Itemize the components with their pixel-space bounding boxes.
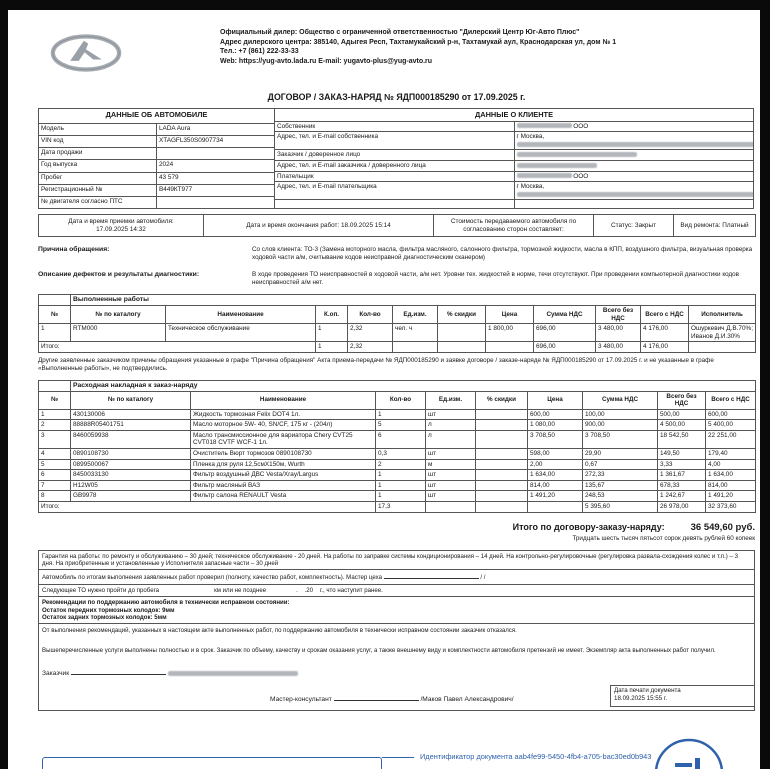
field-value (514, 121, 754, 132)
cell-name: Пленка для руля 12,5смХ150м, Wurth (191, 459, 376, 470)
rear-pads-remaining: Остаток задних тормозных колодок: 5мм (42, 614, 167, 622)
cell-price: 600,00 (528, 409, 583, 420)
cell-qty: 2 (376, 459, 426, 470)
cell-unit: м (426, 459, 476, 470)
field-value (514, 132, 754, 150)
signature-line (71, 668, 166, 675)
cell-net: 3,33 (658, 459, 706, 470)
cell-vat: 696,00 (534, 324, 596, 342)
table-row (39, 184, 275, 196)
cell-qty: 0,3 (376, 449, 426, 460)
column-header: Кол-во (376, 391, 426, 409)
cell-catalog: 8460059938 (71, 430, 191, 448)
field-value (514, 182, 754, 200)
cell-total: 22 251,00 (706, 430, 756, 448)
cell-qty: 6 (376, 430, 426, 448)
dealer-line: Тел.: +7 (861) 222-33-33 (220, 48, 299, 56)
table-row (275, 182, 754, 200)
column-header: Всего без НДС (596, 305, 641, 323)
cell-total: 4,00 (706, 459, 756, 470)
cell-vat: 135,67 (583, 480, 658, 491)
field-value: LADA Aura (157, 123, 275, 135)
cell-price: 2,00 (528, 459, 583, 470)
column-header: Цена (528, 391, 583, 409)
table-row (39, 148, 275, 160)
services-done-text: Вышеперечисленные услуги выполнены полностью и в срок. Заказчик по объему, качеству и срокам оказания услуг, а также внешнему виду и комплектности автомобиля претензий не имеет. Экземпляр акта выполненных работ получил. (42, 646, 716, 654)
cell-name: Очиститель Вюрт тормозов 0890108730 (191, 449, 376, 460)
cell-catalog: H12W05 (71, 480, 191, 491)
status-badge: Статус: Закрыт (594, 215, 674, 237)
recommendations-refused-text: От выполнения рекомендаций, указанных в настоящем акте выполненных работ, по поддержанию автомобиля в технически исправном состоянии заказчик отказался. (42, 627, 517, 635)
cell-number: 1 (39, 409, 71, 420)
reason-label: Причина обращения: (38, 246, 110, 254)
column-header: Ед.изм. (393, 305, 438, 323)
cell-price: 1 491,20 (528, 491, 583, 502)
column-header: Наименование (191, 391, 376, 409)
column-header: Сумма НДС (583, 391, 658, 409)
cell-net: 678,33 (658, 480, 706, 491)
cell-price: 1 800,00 (486, 324, 534, 342)
signature-line (384, 572, 479, 579)
document-icon (675, 758, 700, 769)
totals-label: Итого: (39, 502, 376, 513)
dealer-line: Адрес дилерского центра: 385140, Адыгея Респ, Тахтамукайский р-н, Тахтамукай аул, Краснодарская ул, дом № 1 (220, 38, 617, 46)
cell-name: Фильтр масляный ВАЗ (191, 480, 376, 491)
cell-unit: л (426, 420, 476, 431)
table-row (39, 135, 275, 147)
reason-section (38, 246, 755, 262)
table-row (39, 123, 275, 135)
cell-name: Фильтр салона RENAULT Vesta (191, 491, 376, 502)
works-title-band (39, 295, 756, 306)
cell-net: 18 542,50 (658, 430, 706, 448)
cell-discount (476, 470, 528, 481)
client-table (274, 108, 754, 209)
parts-title-band (39, 380, 756, 391)
field-label: Адрес, тел. и E-mail заказчика / доверенного лица (275, 160, 515, 171)
column-header: К.оп. (316, 305, 348, 323)
table-row (275, 171, 754, 182)
cell-price: 1 634,00 (528, 470, 583, 481)
cell-catalog: 0890108730 (71, 449, 191, 460)
defects-text: В ходе проведения ТО неисправностей в ходовой части, а/м нет. Уровни тех. жидкостей в норме, течи отсутствуют. При проведении компьютерной диагностики кодов неисправностей а/м нет. (252, 271, 740, 287)
document-page (8, 10, 760, 769)
cell-qty: 1 (376, 491, 426, 502)
cell-discount (438, 324, 486, 342)
cell-total: 1 491,20 (706, 491, 756, 502)
redacted-text (517, 173, 572, 178)
field-label: Плательщик (275, 171, 515, 182)
cell-number: 4 (39, 449, 71, 460)
column-header: Исполнитель (689, 305, 756, 323)
cell-name: Масло моторное 5W- 40, SN/CF, 175 кг - (204л) (191, 420, 376, 431)
field-label: VIN код (39, 135, 157, 147)
cell-unit: шт (426, 449, 476, 460)
owner-address-prefix: г Москва, (516, 133, 545, 141)
esign-stamp-outline (42, 757, 382, 769)
column-header: % скидки (476, 391, 528, 409)
cell-vat: 272,33 (583, 470, 658, 481)
cell-number: 8 (39, 491, 71, 502)
cell-catalog: 430130006 (71, 409, 191, 420)
cell-discount (476, 449, 528, 460)
terms-section (38, 550, 755, 712)
field-label: Регистрационный № (39, 184, 157, 196)
document-identifier: Идентификатор документа aab4fe99-5450-4fb4-a705-bac30ed0b943 (420, 752, 652, 761)
document-stamp-icon (653, 737, 725, 769)
table-row (275, 150, 754, 161)
column-header: № (39, 305, 71, 323)
stamp-connector-line (382, 757, 414, 758)
cell-net: 1 361,67 (658, 470, 706, 481)
cell-discount (476, 420, 528, 431)
reason-text: Со слов клиента: ТО-3 (Замена моторного масла, фильтра масляного, салонного фильтра, тормозной жидкости, масла в КПП, воздушного фильтра, визуальная проверка ходовой части а/м, считывание кодов неисправной диагностическим сканером) (252, 246, 753, 262)
column-header: Всего с НДС (706, 391, 756, 409)
works-header-row (39, 305, 756, 323)
customer-label: Заказчик (42, 670, 70, 678)
cell-discount (476, 480, 528, 491)
column-header: № по каталогу (71, 305, 166, 323)
cell-total: 814,00 (706, 480, 756, 491)
front-pads-remaining: Остаток передних тормозных колодок: 9мм (42, 606, 175, 614)
table-row (39, 172, 275, 184)
cell-name: Техническое обслуживание (166, 324, 316, 342)
cell-qty: 2,32 (348, 324, 393, 342)
table-row (39, 215, 756, 237)
cell-kop: 1 (316, 324, 348, 342)
field-value: 43 579 (157, 172, 275, 184)
grand-total-amount: 36 549,60 руб. (690, 521, 755, 533)
cell-vat: 3 708,50 (583, 430, 658, 448)
cell-unit: л (426, 430, 476, 448)
cell-discount (476, 409, 528, 420)
agreed-cost-text: Стоимость передаваемого автомобиля по согласованию сторон составляет: (434, 215, 594, 237)
field-label: Пробег (39, 172, 157, 184)
cell-price: 1 080,00 (528, 420, 583, 431)
column-header: % скидки (438, 305, 486, 323)
vehicle-table (38, 108, 275, 209)
field-value (514, 160, 754, 171)
cell-net: 500,00 (658, 409, 706, 420)
parts-row (39, 480, 756, 491)
owner-org-suffix: ООО (573, 122, 589, 130)
cell-unit: шт (426, 409, 476, 420)
vehicle-table-title: ДАННЫЕ ОБ АВТОМОБИЛЕ (39, 109, 275, 124)
works-table-title: Выполненные работы (71, 295, 756, 306)
parts-header-row (39, 391, 756, 409)
dealer-info (220, 28, 690, 66)
column-header: Кол-во (348, 305, 393, 323)
cell-vat: 0,67 (583, 459, 658, 470)
column-header: Цена (486, 305, 534, 323)
cell-catalog: 8450033130 (71, 470, 191, 481)
table-row (275, 200, 754, 209)
field-value: XTAGFL350S0907734 (157, 135, 275, 147)
works-totals-row: Итого: 1 2,32 696,00 3 480,00 4 176,00 (39, 342, 756, 353)
cell-net: 1 242,67 (658, 491, 706, 502)
cell-net: 149,50 (658, 449, 706, 460)
column-header: Сумма НДС (534, 305, 596, 323)
cell-number: 3 (39, 430, 71, 448)
next-service-line: Следующее ТО нужно пройти до пробега км или не позднее . .20 г., что наступит ранее. (38, 584, 755, 597)
parts-row (39, 449, 756, 460)
signature-line (334, 694, 419, 701)
cell-qty: 5 (376, 420, 426, 431)
grand-total-label: Итого по договору-заказу-наряду: (512, 521, 665, 532)
field-value (157, 148, 275, 160)
meta-strip (38, 214, 756, 237)
field-label: № двигателя согласно ПТС (39, 197, 157, 209)
cell-total: 1 634,00 (706, 470, 756, 481)
field-label: Собственник (275, 121, 515, 132)
parts-row (39, 409, 756, 420)
cell-price: 814,00 (528, 480, 583, 491)
works-row (39, 324, 756, 342)
totals-label: Итого: (39, 342, 316, 353)
cell-vat: 248,53 (583, 491, 658, 502)
field-value (514, 150, 754, 161)
table-row (275, 160, 754, 171)
acceptance-box (38, 623, 755, 711)
cell-catalog: 0899500067 (71, 459, 191, 470)
recommendations-box (38, 596, 755, 624)
cell-catalog: RTM000 (71, 324, 166, 342)
column-header: № по каталогу (71, 391, 191, 409)
defects-section (38, 271, 755, 287)
grand-total-words: Тридцать шесть тысяч пятьсот сорок девять рублей 60 копеек (572, 534, 755, 542)
works-table (38, 294, 756, 353)
parts-row (39, 420, 756, 431)
redacted-text (517, 163, 597, 168)
warranty-terms: Гарантия на работы: по ремонту и обслуживанию – 30 дней; техническое обслуживание - 20 дней. На работы по заправке системы кондиционирования – 14 дней. На контрольно-регулировочные (регулировка развала-схождения колес и т.п.) – 3 дня. На приобретенные и установленные у Исполнителя запасные части – 30 дней (38, 550, 755, 571)
cell-price: 3 708,50 (528, 430, 583, 448)
print-date-label: Дата печати документа (614, 687, 681, 695)
cell-total: 5 400,00 (706, 420, 756, 431)
cell-name: Жидкость тормозная Felix DOT4 1л. (191, 409, 376, 420)
cell-discount (476, 491, 528, 502)
cell-number: 6 (39, 470, 71, 481)
redacted-text (517, 142, 754, 147)
cell-price: 598,00 (528, 449, 583, 460)
repair-type: Вид ремонта: Платный (674, 215, 756, 237)
other-claims-text: Другие заявленные заказчиком причины обращения указанные в графе "Причина обращения" Акта приема-передачи № ЯДП000185290 и заявке договоре / заказе-наряде № ЯДП000185290 от 17.09.2025 г. и не указанные в графе «Выполненные работы», не подтвердились. (38, 356, 714, 372)
vehicle-client-tables (38, 108, 755, 209)
print-date-box (610, 685, 755, 707)
parts-row (39, 491, 756, 502)
lada-logo (50, 33, 122, 73)
cell-net: 3 480,00 (596, 324, 641, 342)
field-label: Модель (39, 123, 157, 135)
field-value (157, 197, 275, 209)
field-label: Адрес, тел. и E-mail собственника (275, 132, 515, 150)
redacted-text (517, 152, 637, 157)
print-date-value: 18.09.2025 15:55 г. (614, 695, 668, 703)
parts-row (39, 430, 756, 448)
parts-row (39, 459, 756, 470)
dealer-line: Web: https://yug-avto.lada.ru E-mail: yugavto-plus@yug-avto.ru (220, 57, 433, 65)
table-row (275, 121, 754, 132)
cell-vat: 100,00 (583, 409, 658, 420)
cell-discount (476, 430, 528, 448)
field-label: Заказчик / доверенное лицо (275, 150, 515, 161)
parts-totals-row: Итого: 17,3 5 395,60 26 978,00 32 373,60 (39, 502, 756, 513)
finished-datetime: Дата и время окончания работ: 18.09.2025 15:14 (204, 215, 434, 237)
cell-vat: 29,90 (583, 449, 658, 460)
table-row (39, 197, 275, 209)
cell-unit: шт (426, 480, 476, 491)
field-label: Дата продажи (39, 148, 157, 160)
cell-total: 600,00 (706, 409, 756, 420)
cell-total: 4 176,00 (641, 324, 689, 342)
cell-net: 4 500,00 (658, 420, 706, 431)
cell-catalog: 88888R05401751 (71, 420, 191, 431)
dealer-line: Официальный дилер: Общество с ограниченной ответственностью "Дилерский Центр Юг-Авто Плюс" (220, 29, 580, 36)
cell-name: Масло трансмиссионное для вариатора Chery CVT25 CVT018 CVTF WCF-1 1л. (191, 430, 376, 448)
cell-total: 179,40 (706, 449, 756, 460)
cell-number: 2 (39, 420, 71, 431)
redacted-text (517, 192, 754, 197)
parts-row (39, 470, 756, 481)
cell-name: Фильтр воздушный ДВС Vesta/Xray/Largus (191, 470, 376, 481)
cell-number: 7 (39, 480, 71, 491)
defects-label: Описание дефектов и результаты диагностики: (38, 271, 200, 279)
received-datetime: Дата и время приемки автомобиля: 17.09.2025 14:32 (39, 215, 204, 237)
client-table-title: ДАННЫЕ О КЛИЕНТЕ (275, 109, 754, 122)
cell-unit: шт (426, 470, 476, 481)
payer-address-prefix: г Москва, (516, 183, 545, 191)
parts-table (38, 380, 756, 513)
grand-total (38, 522, 755, 542)
cell-unit: шт (426, 491, 476, 502)
customer-signature-row (42, 668, 751, 677)
table-row (39, 160, 275, 172)
field-label: Год выпуска (39, 160, 157, 172)
column-header: Наименование (166, 305, 316, 323)
recommendations-title: Рекомендации по поддержанию автомобиля в технически исправном состоянии: (42, 599, 290, 607)
column-header: Ед.изм. (426, 391, 476, 409)
document-header (38, 10, 755, 88)
cell-catalog: GB9978 (71, 491, 191, 502)
cell-number: 5 (39, 459, 71, 470)
field-label: Адрес, тел. и E-mail плательщика (275, 182, 515, 200)
cell-qty: 1 (376, 409, 426, 420)
cell-discount (476, 459, 528, 470)
redacted-text (168, 671, 298, 676)
field-value (514, 171, 754, 182)
table-row (275, 132, 754, 150)
cell-vat: 900,00 (583, 420, 658, 431)
master-name: /Маков Павел Александрович/ (420, 695, 514, 703)
cell-unit: чел. ч (393, 324, 438, 342)
cell-qty: 1 (376, 470, 426, 481)
payer-org-suffix: ООО (573, 172, 589, 180)
field-value: В449КТ977 (157, 184, 275, 196)
master-label: Мастер-консультант (270, 695, 332, 703)
cell-number: 1 (39, 324, 71, 342)
cell-qty: 1 (376, 480, 426, 491)
parts-table-title: Расходная накладная к заказ-наряду (71, 380, 756, 391)
column-header: № (39, 391, 71, 409)
field-value: 2024 (157, 160, 275, 172)
work-checked-line: Автомобиль по итогам выполнения заявленных работ проверил (полноту, качество работ, комплектность). Мастер цеха / / (38, 569, 755, 584)
column-header: Всего с НДС (641, 305, 689, 323)
redacted-text (517, 123, 572, 128)
document-title: ДОГОВОР / ЗАКАЗ-НАРЯД № ЯДП000185290 от 17.09.2025 г. (267, 92, 526, 102)
cell-executor: Ошуркевич Д.В.70%; Иванов Д.И.30% (689, 324, 756, 342)
column-header: Всего без НДС (658, 391, 706, 409)
